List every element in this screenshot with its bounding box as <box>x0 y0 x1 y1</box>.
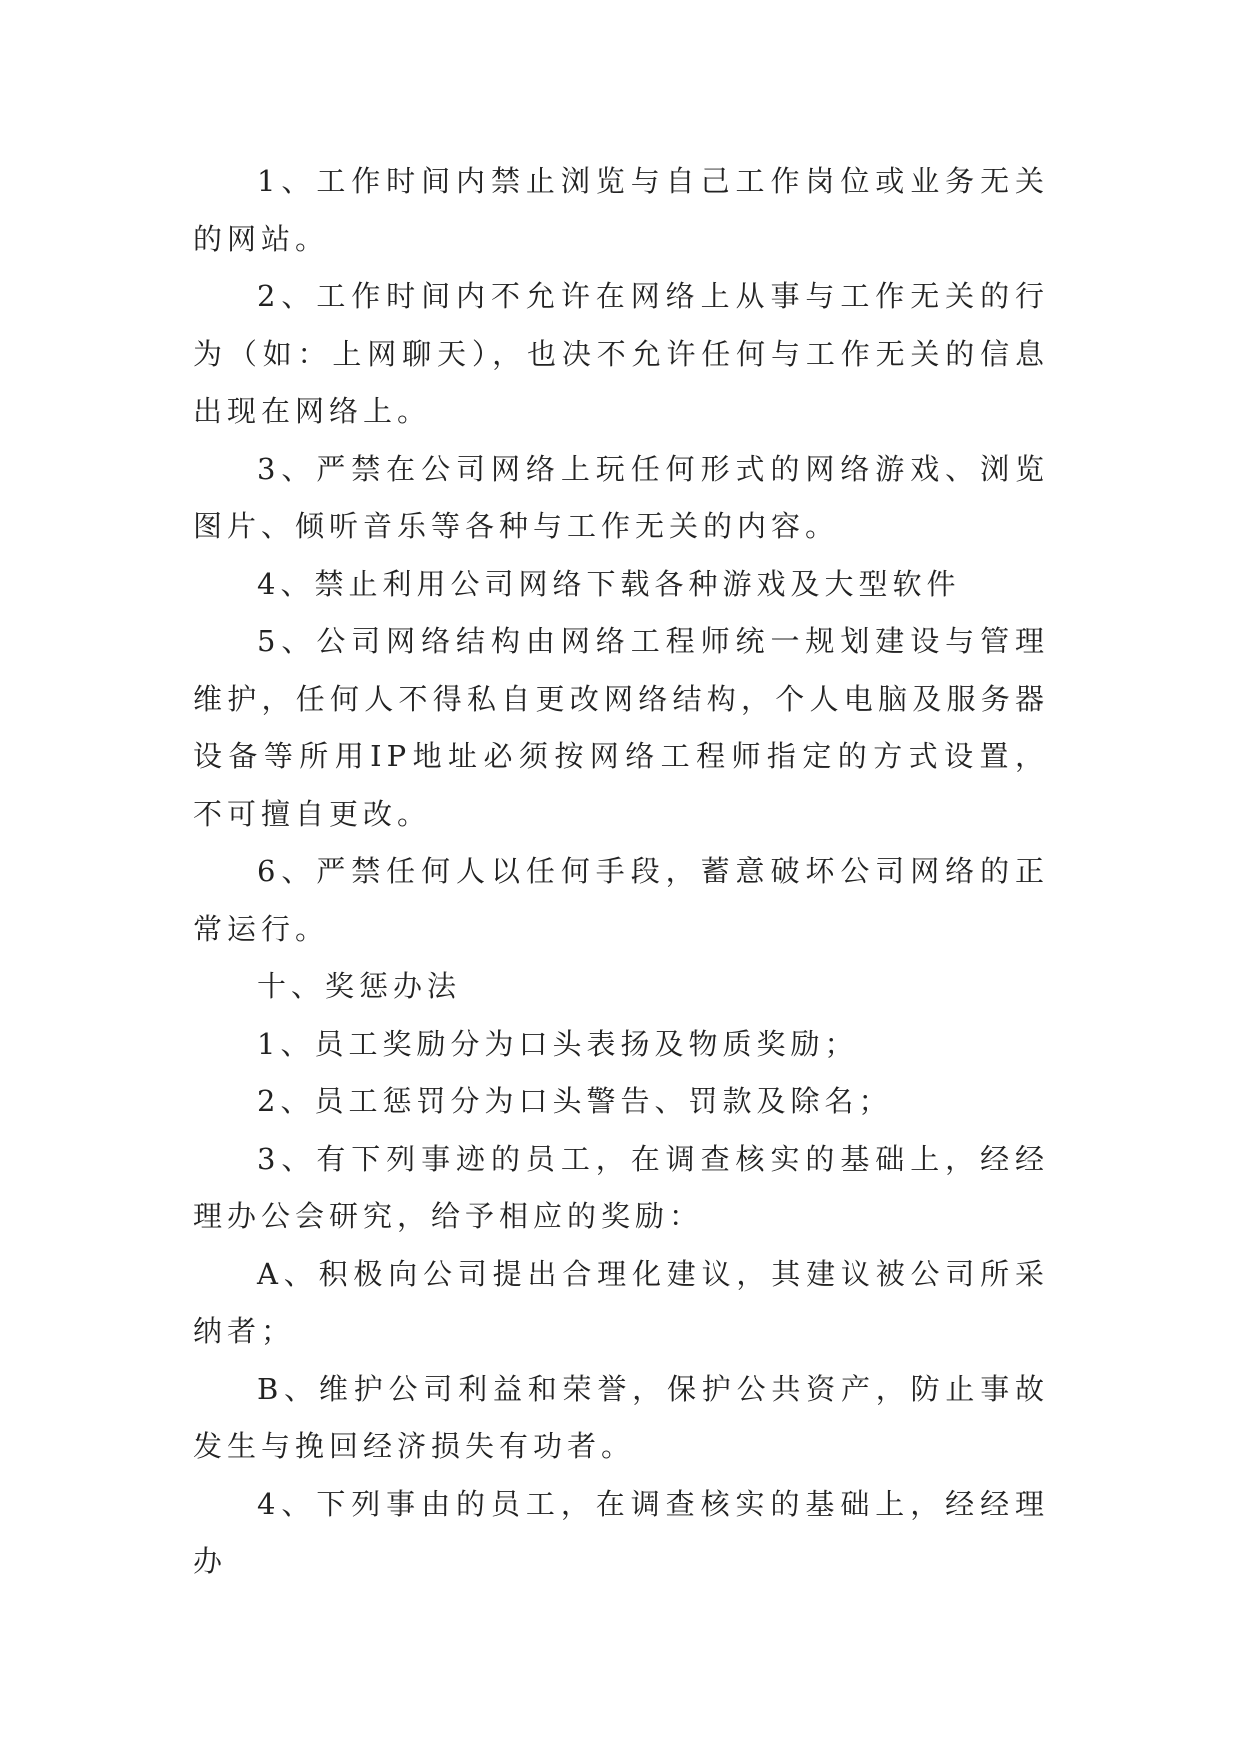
rule-item-5: 5、公司网络结构由网络工程师统一规划建设与管理维护，任何人不得私自更改网络结构，个人电脑及服务器设备等所用IP地址必须按网络工程师指定的方式设置，不可擅自更改。 <box>193 624 1049 831</box>
rule-item-1: 1、工作时间内禁止浏览与自己工作岗位或业务无关的网站。 <box>193 164 1049 256</box>
reward-subitem-a: A、积极向公司提出合理化建议，其建议被公司所采纳者； <box>193 1256 1049 1348</box>
document-body <box>193 153 1049 1591</box>
reward-subitem-b: B、维护公司利益和荣誉，保护公共资产，防止事故发生与挽回经济损失有功者。 <box>193 1371 1049 1463</box>
rule-item-2: 2、工作时间内不允许在网络上从事与工作无关的行为（如：上网聊天），也决不允许任何与工作无关的信息出现在网络上。 <box>193 279 1049 428</box>
rule-item-6: 6、严禁任何人以任何手段，蓄意破坏公司网络的正常运行。 <box>193 854 1049 946</box>
rule-item-4: 4、禁止利用公司网络下载各种游戏及大型软件 <box>257 566 961 601</box>
reward-item-4: 4、下列事由的员工，在调查核实的基础上，经经理办 <box>193 1486 1049 1578</box>
reward-item-1: 1、员工奖励分为口头表扬及物质奖励； <box>257 1026 859 1061</box>
rule-item-3: 3、严禁在公司网络上玩任何形式的网络游戏、浏览图片、倾听音乐等各种与工作无关的内容。 <box>193 451 1049 543</box>
reward-item-2: 2、员工惩罚分为口头警告、罚款及除名； <box>257 1084 893 1118</box>
reward-item-3: 3、有下列事迹的员工，在调查核实的基础上，经经理办公会研究，给予相应的奖励： <box>193 1141 1049 1233</box>
section-heading: 十、奖惩办法 <box>257 969 462 1003</box>
